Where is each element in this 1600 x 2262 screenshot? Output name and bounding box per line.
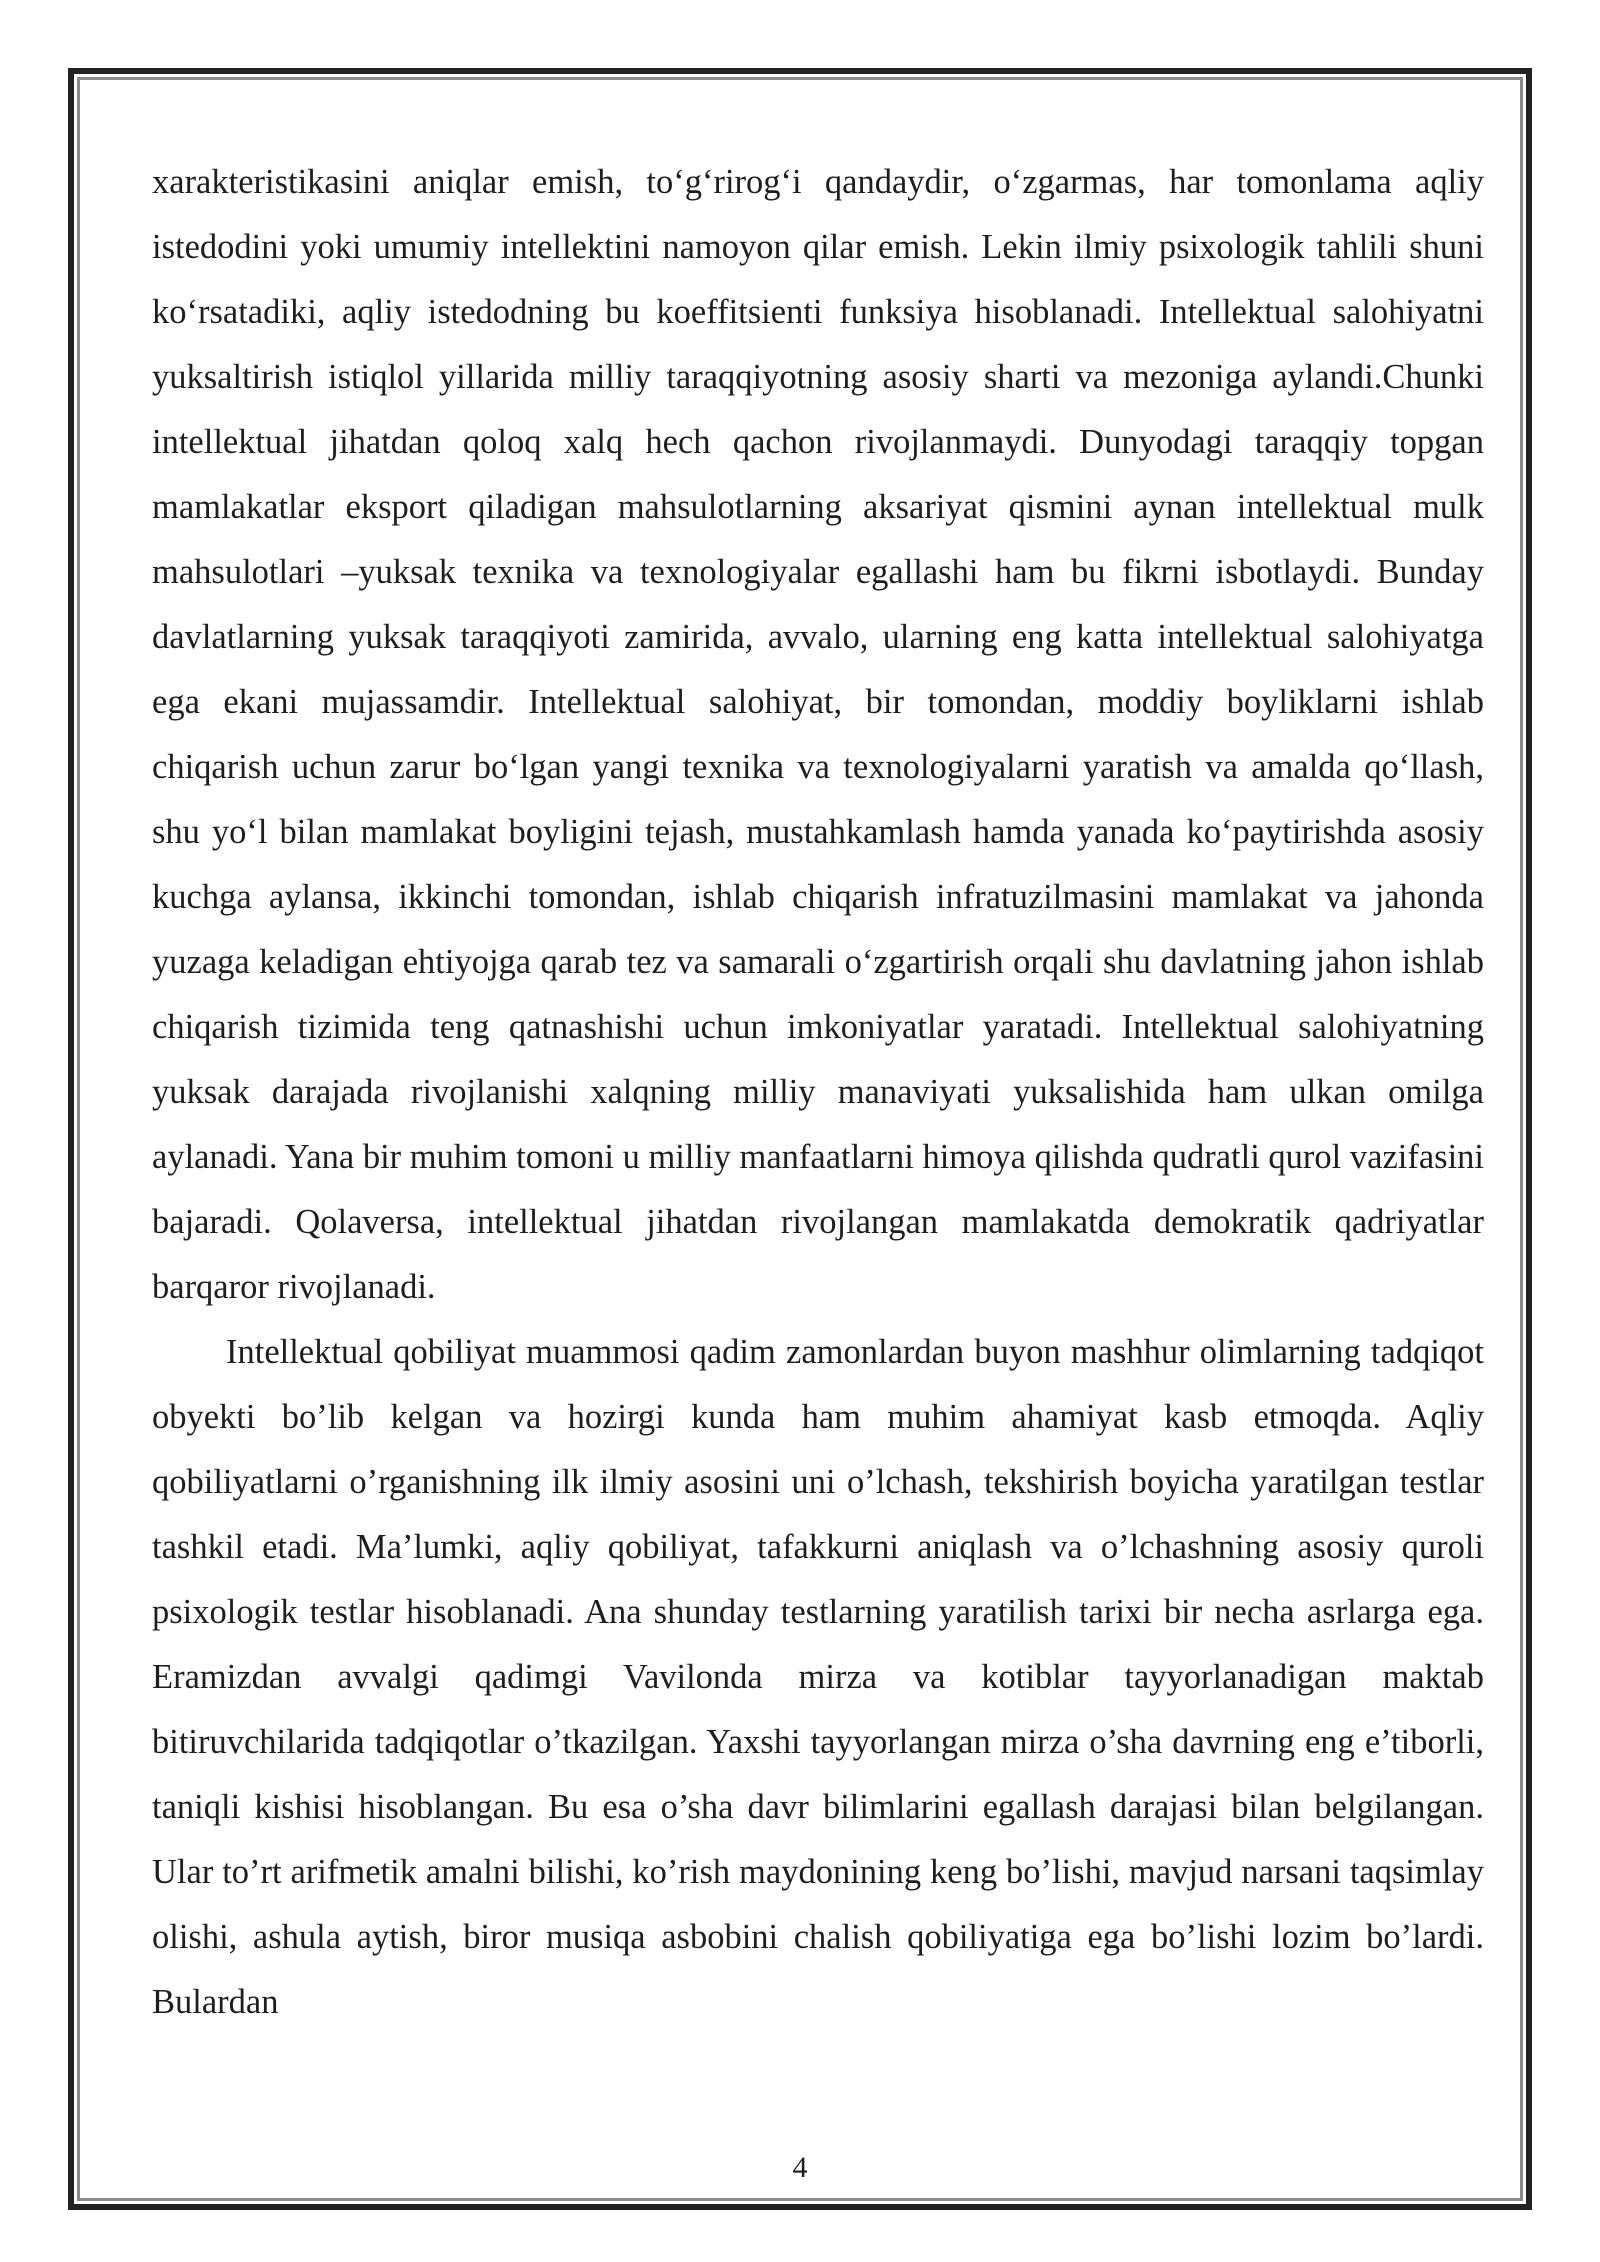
paragraph-1: xarakteristikasini aniqlar emish, to‘g‘rirog‘i qandaydir, o‘zgarmas, har tomonlama aqliy istedodini yoki umumiy intellektini namoyon qilar emish. Lekin ilmiy psixologik tahlili shuni ko‘rsatadiki, aqliy istedodning bu koeffitsienti funksiya hisoblanadi. Intellektual salohiyatni yuksaltirish istiqlol yillarida milliy taraqqiyotning asosiy sharti va mezoniga aylandi.Chunki intellektual jihatdan qoloq xalq hech qachon rivojlanmaydi. Dunyodagi taraqqiy topgan mamlakatlar eksport qiladigan mahsulotlarning aksariyat qismini aynan intellektual mulk mahsulotlari –yuksak texnika va texnologiyalar egallashi ham bu fikrni isbotlaydi. Bunday davlatlarning yuksak taraqqiyoti zamirida, avvalo, ularning eng katta intellektual salohiyatga ega ekani mujassamdir. Intellektual salohiyat, bir tomondan, moddiy boyliklarni ishlab chiqarish uchun zarur bo‘lgan yangi texnika va texnologiyalarni yaratish va amalda qo‘llash, shu yo‘l bilan mamlakat boyligini tejash, mustahkamlash hamda yanada ko‘paytirishda asosiy kuchga aylansa, ikkinchi tomondan, ishlab chiqarish infratuzilmasini mamlakat va jahonda yuzaga keladigan ehtiyojga qarab tez va samarali o‘zgartirish orqali shu davlatning jahon ishlab chiqarish tizimida teng qatnashishi uchun imkoniyatlar yaratadi. Intellektual salohiyatning yuksak darajada rivojlanishi xalqning milliy manaviyati yuksalishida ham ulkan omilga aylanadi. Yana bir muhim tomoni u milliy manfaatlarni himoya qilishda qudratli qurol vazifasini bajaradi. Qolaversa, intellektual jihatdan rivojlangan mamlakatda demokratik qadriyatlar barqaror rivojlanadi. <box>152 163 1484 1306</box>
paragraph-2: Intellektual qobiliyat muammosi qadim zamonlardan buyon mashhur olimlarning tadqiqot obyekti bo’lib kelgan va hozirgi kunda ham muhim ahamiyat kasb etmoqda. Aqliy qobiliyatlarni o’rganishning ilk ilmiy asosini uni o’lchash, tekshirish boyicha yaratilgan testlar tashkil etadi. Ma’lumki, aqliy qobiliyat, tafakkurni aniqlash va o’lchashning asosiy quroli psixologik testlar hisoblanadi. Ana shunday testlarning yaratilish tarixi bir necha asrlarga ega. Eramizdan avvalgi qadimgi Vavilonda mirza va kotiblar tayyorlanadigan maktab bitiruvchilarida tadqiqotlar o’tkazilgan. Yaxshi tayyorlangan mirza o’sha davrning eng e’tiborli, taniqli kishisi hisoblangan. Bu esa o’sha davr bilimlarini egallash darajasi bilan belgilangan. Ular to’rt arifmetik amalni bilishi, ko’rish maydonining keng bo’lishi, mavjud narsani taqsimlay olishi, ashula aytish, biror musiqa asbobini chalish qobiliyatiga ega bo’lishi lozim bo’lardi. Bulardan <box>152 1333 1484 2021</box>
page-number: 4 <box>792 2151 808 2184</box>
document-body <box>152 150 1484 2035</box>
